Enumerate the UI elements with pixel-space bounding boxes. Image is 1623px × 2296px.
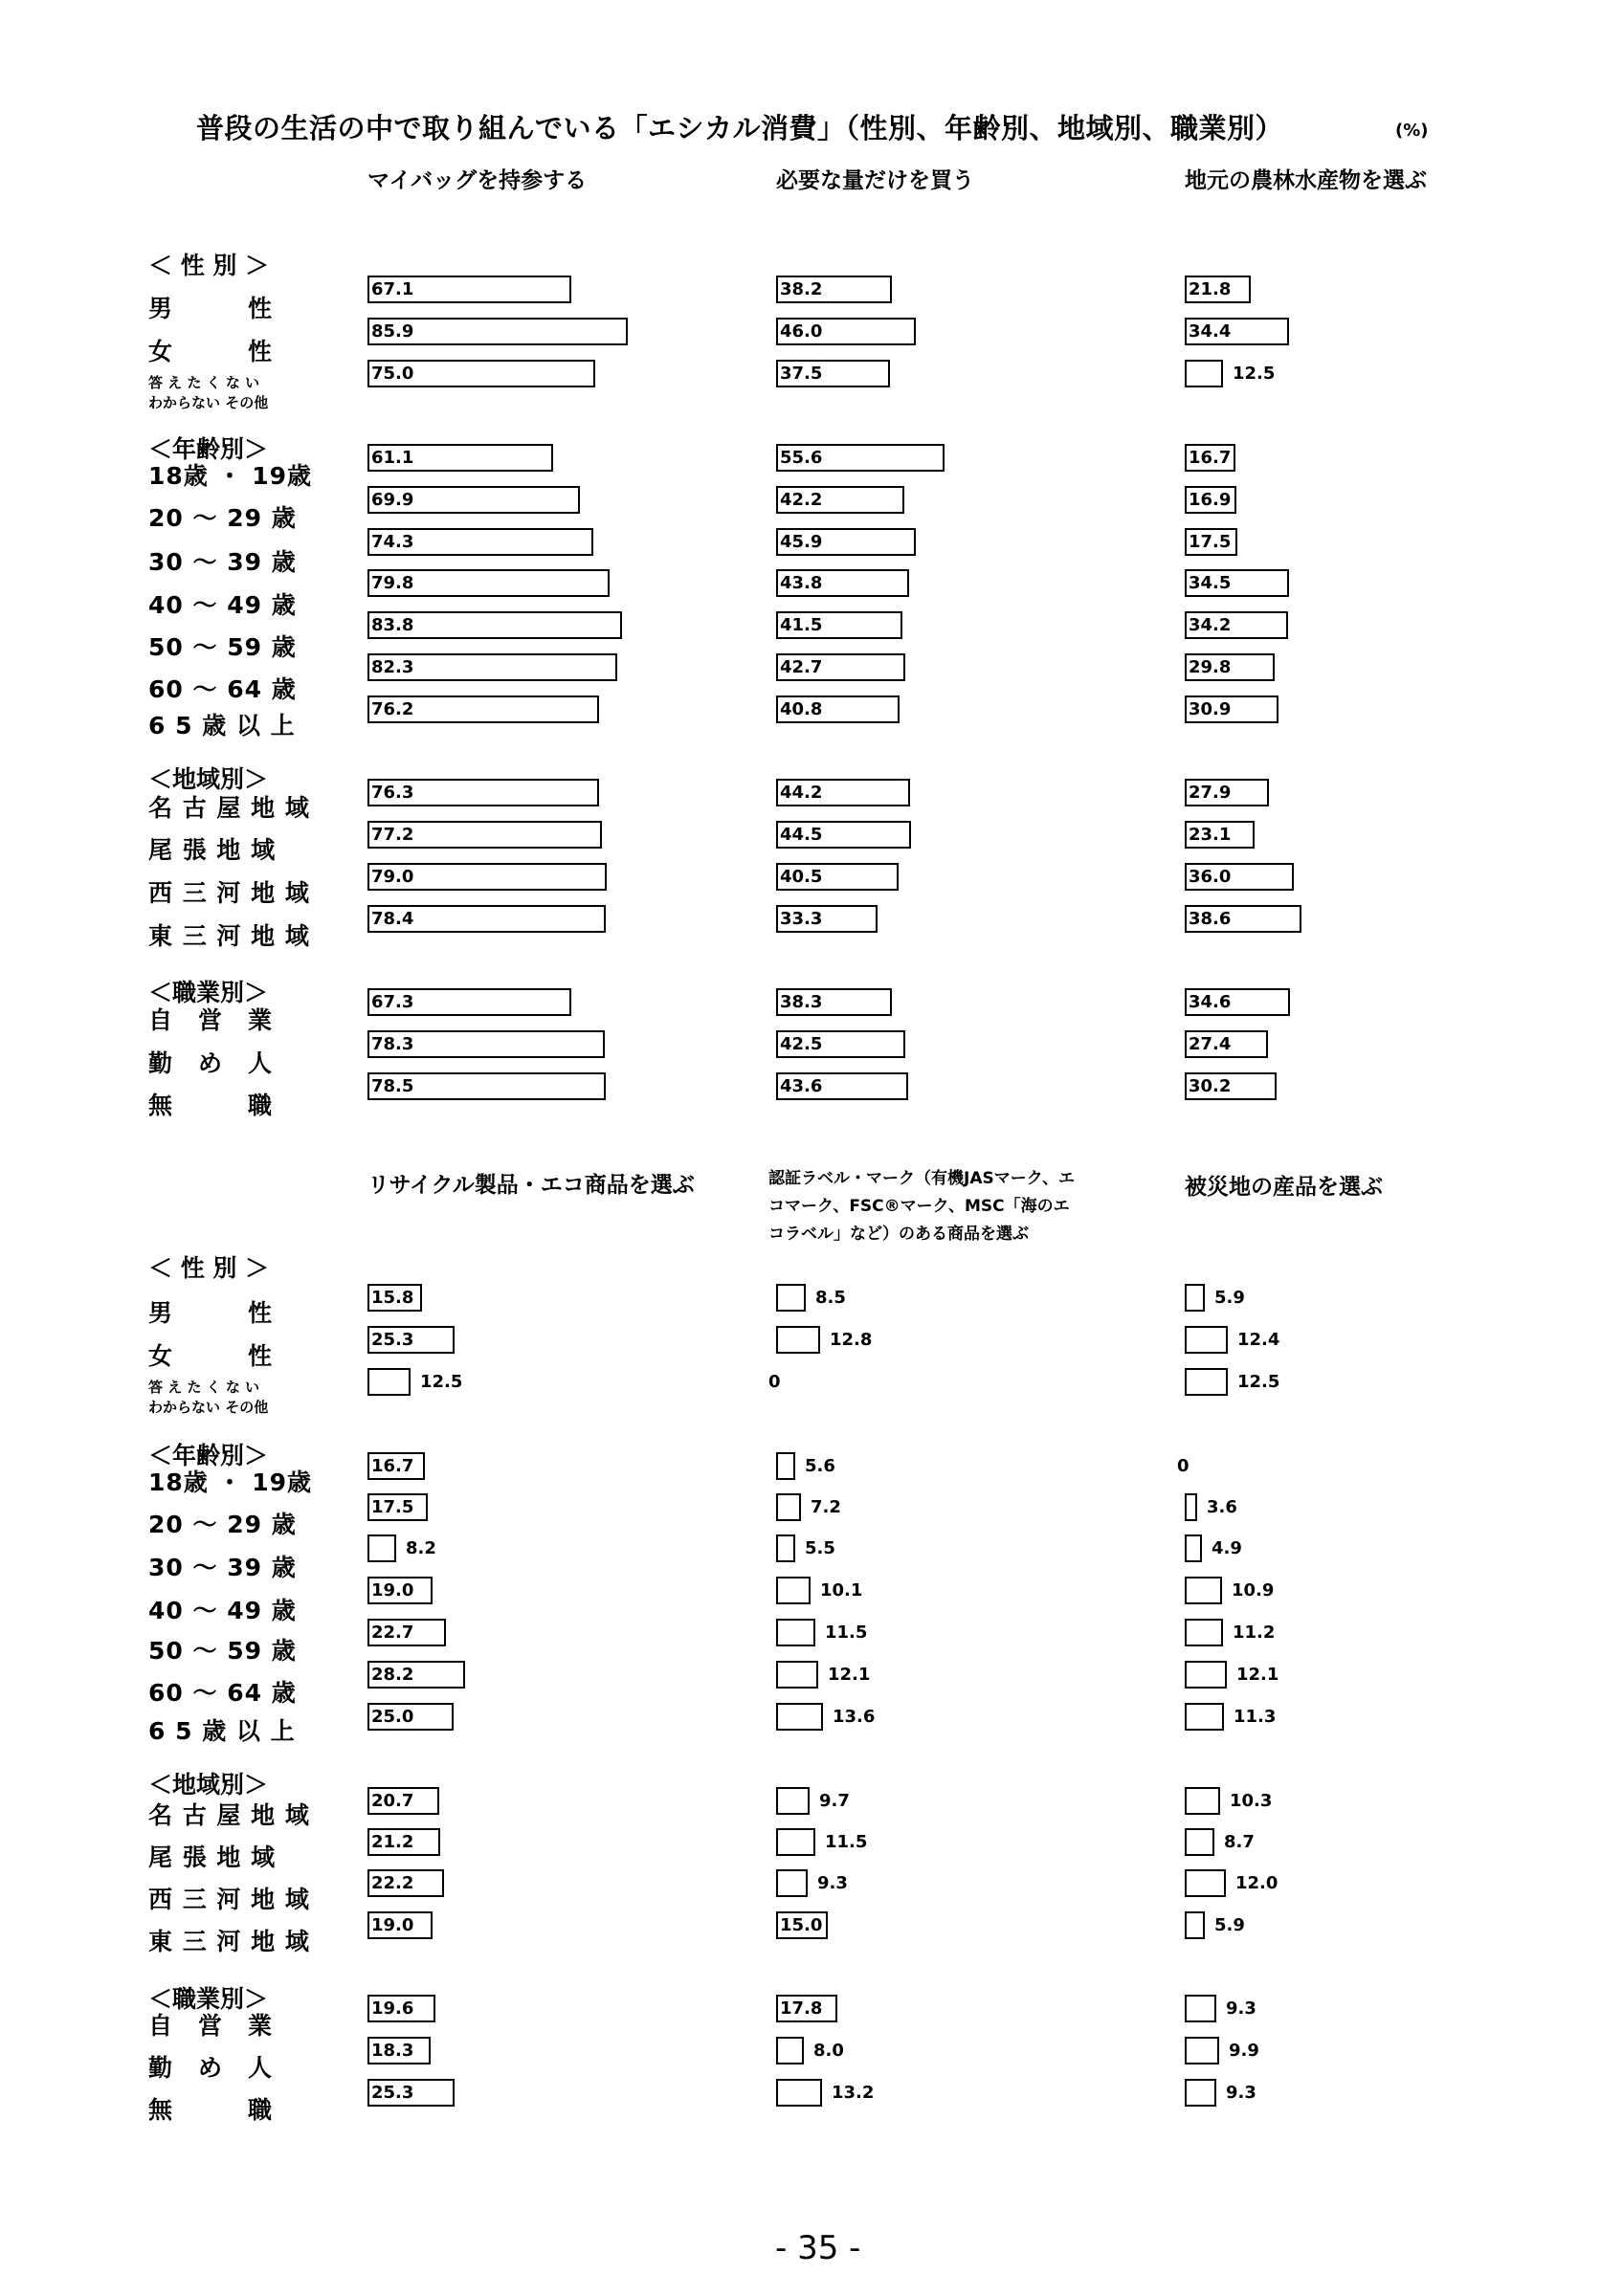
bar-label-c2-r4: 16.9 bbox=[1189, 490, 1232, 510]
bar-label-c2-r15: 27.4 bbox=[1189, 1034, 1232, 1054]
bar-label-c4-r11: 11.5 bbox=[825, 1832, 868, 1852]
bar-label-c4-r7: 11.5 bbox=[825, 1623, 868, 1643]
bar-label-c4-r16: 13.2 bbox=[832, 2083, 875, 2103]
chart-title-1: 必要な量だけを買う bbox=[776, 168, 974, 193]
top-row-label-4: ＜年齢別＞ bbox=[148, 435, 269, 463]
bar-label-c0-r2: 75.0 bbox=[371, 364, 414, 384]
page-title: 普段の生活の中で取り組んでいる「エシカル消費」（性別、年齢別、地域別、職業別） bbox=[196, 112, 1284, 144]
bar-label-c4-r14: 17.8 bbox=[780, 1998, 823, 2019]
bar-label-c5-r10: 10.3 bbox=[1230, 1791, 1273, 1811]
top-row-label-15: 西 三 河 地 域 bbox=[148, 879, 310, 907]
bar-label-c4-r10: 9.7 bbox=[819, 1791, 850, 1811]
bar-c5-r5 bbox=[1185, 1534, 1202, 1562]
bar-label-c3-r10: 20.7 bbox=[371, 1791, 414, 1811]
bar-c5-r12 bbox=[1185, 1869, 1226, 1897]
bar-c5-r9 bbox=[1185, 1703, 1224, 1731]
bar-c5-r1 bbox=[1185, 1326, 1228, 1354]
bar-label-c2-r11: 23.1 bbox=[1189, 825, 1232, 845]
bar-label-c2-r14: 34.6 bbox=[1189, 992, 1232, 1012]
bar-label-c3-r1: 25.3 bbox=[371, 1330, 414, 1350]
bar-label-c4-r5: 5.5 bbox=[805, 1538, 835, 1558]
bar-label-c5-r12: 12.0 bbox=[1235, 1873, 1278, 1893]
bar-label-c3-r0: 15.8 bbox=[371, 1288, 414, 1308]
bar-label-c0-r10: 76.3 bbox=[371, 783, 414, 803]
bar-label-c3-r14: 19.6 bbox=[371, 1998, 414, 2019]
bar-label-c3-r5: 8.2 bbox=[406, 1538, 436, 1558]
bar-label-c5-r1: 12.4 bbox=[1237, 1330, 1280, 1350]
top-row-label-5: 18歳 ・ 19歳 bbox=[148, 462, 312, 490]
bottom-row-label-1: 男 性 bbox=[148, 1299, 274, 1327]
top-row-label-14: 尾 張 地 域 bbox=[148, 836, 277, 864]
bar-label-c4-r3: 5.6 bbox=[805, 1456, 835, 1476]
bar-c4-r12 bbox=[776, 1869, 808, 1897]
bar-label-c3-r16: 25.3 bbox=[371, 2083, 414, 2103]
bottom-row-label-4: ＜年齢別＞ bbox=[148, 1442, 269, 1469]
bar-c5-r15 bbox=[1185, 2037, 1219, 2064]
bar-c5-r4 bbox=[1185, 1493, 1197, 1521]
top-row-label-8: 40 ～ 49 歳 bbox=[148, 591, 297, 619]
bar-label-c5-r15: 9.9 bbox=[1229, 2041, 1259, 2061]
bar-label-c0-r15: 78.3 bbox=[371, 1034, 414, 1054]
bar-label-c0-r11: 77.2 bbox=[371, 825, 414, 845]
bar-c4-r8 bbox=[776, 1661, 818, 1689]
bar-label-c5-r6: 10.9 bbox=[1232, 1580, 1275, 1601]
bottom-row-label-9: 50 ～ 59 歳 bbox=[148, 1637, 297, 1665]
bar-c5-r8 bbox=[1185, 1661, 1227, 1689]
bar-label-c5-r14: 9.3 bbox=[1226, 1998, 1256, 2019]
bar-label-c0-r6: 79.8 bbox=[371, 573, 414, 593]
bottom-row-label-19: 勤 め 人 bbox=[148, 2054, 274, 2082]
top-row-label-17: ＜職業別＞ bbox=[148, 979, 269, 1006]
top-row-label-18: 自 営 業 bbox=[148, 1006, 274, 1034]
bar-c4-r5 bbox=[776, 1534, 795, 1562]
top-row-label-0: ＜ 性 別 ＞ bbox=[148, 252, 270, 279]
bottom-row-label-7: 30 ～ 39 歳 bbox=[148, 1554, 297, 1581]
top-row-label-11: 6 5 歳 以 上 bbox=[148, 712, 296, 740]
bar-label-c5-r16: 9.3 bbox=[1226, 2083, 1256, 2103]
bar-label-c3-r15: 18.3 bbox=[371, 2041, 414, 2061]
bottom-row-label-11: 6 5 歳 以 上 bbox=[148, 1717, 296, 1745]
bar-label-c5-r13: 5.9 bbox=[1214, 1915, 1245, 1935]
bar-label-c4-r0: 8.5 bbox=[815, 1288, 846, 1308]
bar-c3-r5 bbox=[367, 1534, 396, 1562]
bar-label-c1-r14: 38.3 bbox=[780, 992, 823, 1012]
top-row-label-19: 勤 め 人 bbox=[148, 1049, 274, 1077]
bar-label-c4-r6: 10.1 bbox=[820, 1580, 863, 1601]
top-row-label-2: 女 性 bbox=[148, 338, 274, 365]
bottom-row-label-3: 答 え た く な い わからない その他 bbox=[148, 1379, 269, 1416]
bottom-row-label-12: ＜地域別＞ bbox=[148, 1771, 269, 1799]
bar-label-c5-r3: 0 bbox=[1177, 1456, 1189, 1476]
bar-label-c5-r11: 8.7 bbox=[1224, 1832, 1255, 1852]
bar-c4-r16 bbox=[776, 2079, 822, 2107]
bar-label-c3-r7: 22.7 bbox=[371, 1623, 414, 1643]
page-number: - 35 - bbox=[775, 2229, 861, 2267]
bar-label-c1-r11: 44.5 bbox=[780, 825, 823, 845]
bar-label-c3-r4: 17.5 bbox=[371, 1497, 414, 1517]
bar-label-c2-r13: 38.6 bbox=[1189, 909, 1232, 929]
bar-label-c2-r0: 21.8 bbox=[1189, 279, 1232, 299]
unit-label: (%) bbox=[1395, 121, 1429, 141]
bar-label-c2-r16: 30.2 bbox=[1189, 1076, 1232, 1096]
bar-label-c1-r1: 46.0 bbox=[780, 321, 823, 342]
bar-label-c4-r1: 12.8 bbox=[830, 1330, 873, 1350]
bar-label-c1-r6: 43.8 bbox=[780, 573, 823, 593]
bar-label-c0-r5: 74.3 bbox=[371, 532, 414, 552]
bar-c5-r7 bbox=[1185, 1619, 1223, 1646]
bar-label-c1-r2: 37.5 bbox=[780, 364, 823, 384]
bar-label-c1-r4: 42.2 bbox=[780, 490, 823, 510]
bar-c5-r16 bbox=[1185, 2079, 1216, 2107]
bar-label-c0-r16: 78.5 bbox=[371, 1076, 414, 1096]
bottom-row-label-14: 尾 張 地 域 bbox=[148, 1843, 277, 1871]
bottom-row-label-20: 無 職 bbox=[148, 2096, 274, 2124]
bar-label-c2-r6: 34.5 bbox=[1189, 573, 1232, 593]
bar-label-c2-r5: 17.5 bbox=[1189, 532, 1232, 552]
bar-c4-r15 bbox=[776, 2037, 804, 2064]
bar-c5-r6 bbox=[1185, 1577, 1222, 1604]
bar-label-c0-r3: 61.1 bbox=[371, 448, 414, 468]
bottom-row-label-13: 名 古 屋 地 域 bbox=[148, 1801, 310, 1829]
bar-label-c4-r15: 8.0 bbox=[813, 2041, 844, 2061]
bar-c5-r10 bbox=[1185, 1787, 1220, 1815]
bar-label-c0-r8: 82.3 bbox=[371, 657, 414, 677]
bottom-row-label-16: 東 三 河 地 域 bbox=[148, 1928, 310, 1955]
bar-c4-r6 bbox=[776, 1577, 811, 1604]
bar-label-c0-r12: 79.0 bbox=[371, 867, 414, 887]
bar-label-c4-r12: 9.3 bbox=[817, 1873, 848, 1893]
bar-label-c4-r8: 12.1 bbox=[828, 1665, 871, 1685]
bar-c4-r1 bbox=[776, 1326, 820, 1354]
bar-c3-r2 bbox=[367, 1368, 411, 1396]
bar-label-c3-r11: 21.2 bbox=[371, 1832, 414, 1852]
bar-label-c2-r10: 27.9 bbox=[1189, 783, 1232, 803]
bar-label-c5-r9: 11.3 bbox=[1234, 1707, 1277, 1727]
bar-label-c3-r2: 12.5 bbox=[420, 1372, 463, 1392]
top-row-label-10: 60 ～ 64 歳 bbox=[148, 675, 297, 703]
top-row-label-12: ＜地域別＞ bbox=[148, 765, 269, 793]
bar-label-c4-r9: 13.6 bbox=[833, 1707, 876, 1727]
top-row-label-3: 答 え た く な い わからない その他 bbox=[148, 374, 269, 411]
bar-c4-r9 bbox=[776, 1703, 823, 1731]
bar-c2-r2 bbox=[1185, 360, 1223, 387]
bottom-row-label-8: 40 ～ 49 歳 bbox=[148, 1597, 297, 1624]
top-row-label-9: 50 ～ 59 歳 bbox=[148, 633, 297, 661]
top-row-label-7: 30 ～ 39 歳 bbox=[148, 548, 297, 576]
bottom-row-label-17: ＜職業別＞ bbox=[148, 1985, 269, 2013]
bar-label-c0-r9: 76.2 bbox=[371, 699, 414, 719]
bar-label-c1-r9: 40.8 bbox=[780, 699, 823, 719]
top-row-label-13: 名 古 屋 地 域 bbox=[148, 794, 310, 822]
bar-c5-r0 bbox=[1185, 1284, 1205, 1312]
bottom-row-label-0: ＜ 性 別 ＞ bbox=[148, 1254, 270, 1282]
bar-c4-r0 bbox=[776, 1284, 806, 1312]
bar-label-c1-r15: 42.5 bbox=[780, 1034, 823, 1054]
chart-title-4: 認証ラベル・マーク（有機JASマーク、エコマーク、FSC®マーク、MSC「海のエコラベル」など）のある商品を選ぶ bbox=[768, 1169, 1076, 1244]
bottom-row-label-18: 自 営 業 bbox=[148, 2012, 274, 2040]
bar-c5-r11 bbox=[1185, 1828, 1214, 1856]
bar-c4-r4 bbox=[776, 1493, 801, 1521]
bar-label-c1-r5: 45.9 bbox=[780, 532, 823, 552]
bar-label-c5-r5: 4.9 bbox=[1212, 1538, 1242, 1558]
bar-label-c1-r7: 41.5 bbox=[780, 615, 823, 635]
bar-label-c1-r12: 40.5 bbox=[780, 867, 823, 887]
bar-label-c1-r13: 33.3 bbox=[780, 909, 823, 929]
bottom-row-label-10: 60 ～ 64 歳 bbox=[148, 1679, 297, 1707]
bar-c4-r3 bbox=[776, 1452, 795, 1480]
bar-label-c0-r0: 67.1 bbox=[371, 279, 414, 299]
bar-label-c2-r7: 34.2 bbox=[1189, 615, 1232, 635]
bar-label-c1-r0: 38.2 bbox=[780, 279, 823, 299]
bar-label-c0-r14: 67.3 bbox=[371, 992, 414, 1012]
bar-label-c0-r7: 83.8 bbox=[371, 615, 414, 635]
bar-label-c5-r2: 12.5 bbox=[1237, 1372, 1280, 1392]
top-row-label-6: 20 ～ 29 歳 bbox=[148, 504, 297, 532]
chart-title-0: マイバッグを持参する bbox=[367, 168, 588, 193]
bar-label-c3-r9: 25.0 bbox=[371, 1707, 414, 1727]
bar-label-c5-r8: 12.1 bbox=[1236, 1665, 1279, 1685]
bar-label-c3-r13: 19.0 bbox=[371, 1915, 414, 1935]
bar-c5-r13 bbox=[1185, 1911, 1205, 1939]
bar-label-c1-r8: 42.7 bbox=[780, 657, 823, 677]
top-row-label-1: 男 性 bbox=[148, 295, 274, 322]
top-row-label-20: 無 職 bbox=[148, 1092, 274, 1119]
bar-label-c1-r10: 44.2 bbox=[780, 783, 823, 803]
bar-c4-r10 bbox=[776, 1787, 810, 1815]
bar-c5-r14 bbox=[1185, 1995, 1216, 2022]
bar-label-c2-r12: 36.0 bbox=[1189, 867, 1232, 887]
bar-label-c3-r6: 19.0 bbox=[371, 1580, 414, 1601]
bar-label-c5-r7: 11.2 bbox=[1233, 1623, 1276, 1643]
bar-label-c0-r4: 69.9 bbox=[371, 490, 414, 510]
bar-c4-r11 bbox=[776, 1828, 815, 1856]
bar-label-c2-r3: 16.7 bbox=[1189, 448, 1232, 468]
bar-label-c0-r13: 78.4 bbox=[371, 909, 414, 929]
bottom-row-label-5: 18歳 ・ 19歳 bbox=[148, 1468, 312, 1496]
bar-label-c0-r1: 85.9 bbox=[371, 321, 414, 342]
bar-label-c5-r4: 3.6 bbox=[1207, 1497, 1237, 1517]
top-row-label-16: 東 三 河 地 域 bbox=[148, 922, 310, 950]
bottom-row-label-15: 西 三 河 地 域 bbox=[148, 1886, 310, 1913]
bar-label-c2-r2: 12.5 bbox=[1233, 364, 1276, 384]
bottom-row-label-6: 20 ～ 29 歳 bbox=[148, 1511, 297, 1538]
chart-title-3: リサイクル製品・エコ商品を選ぶ bbox=[367, 1173, 695, 1198]
bar-c4-r7 bbox=[776, 1619, 815, 1646]
bar-label-c4-r2: 0 bbox=[768, 1372, 781, 1392]
bar-c5-r2 bbox=[1185, 1368, 1228, 1396]
bar-label-c5-r0: 5.9 bbox=[1214, 1288, 1245, 1308]
bar-label-c2-r8: 29.8 bbox=[1189, 657, 1232, 677]
bar-label-c2-r1: 34.4 bbox=[1189, 321, 1232, 342]
bar-label-c4-r4: 7.2 bbox=[811, 1497, 841, 1517]
chart-title-5: 被災地の産品を選ぶ bbox=[1185, 1175, 1383, 1200]
bar-label-c4-r13: 15.0 bbox=[780, 1915, 823, 1935]
bar-label-c3-r8: 28.2 bbox=[371, 1665, 414, 1685]
bottom-row-label-2: 女 性 bbox=[148, 1342, 274, 1370]
bar-label-c2-r9: 30.9 bbox=[1189, 699, 1232, 719]
chart-title-2: 地元の農林水産物を選ぶ bbox=[1185, 168, 1427, 193]
bar-label-c3-r12: 22.2 bbox=[371, 1873, 414, 1893]
bar-label-c1-r16: 43.6 bbox=[780, 1076, 823, 1096]
bar-label-c1-r3: 55.6 bbox=[780, 448, 823, 468]
bar-label-c3-r3: 16.7 bbox=[371, 1456, 414, 1476]
